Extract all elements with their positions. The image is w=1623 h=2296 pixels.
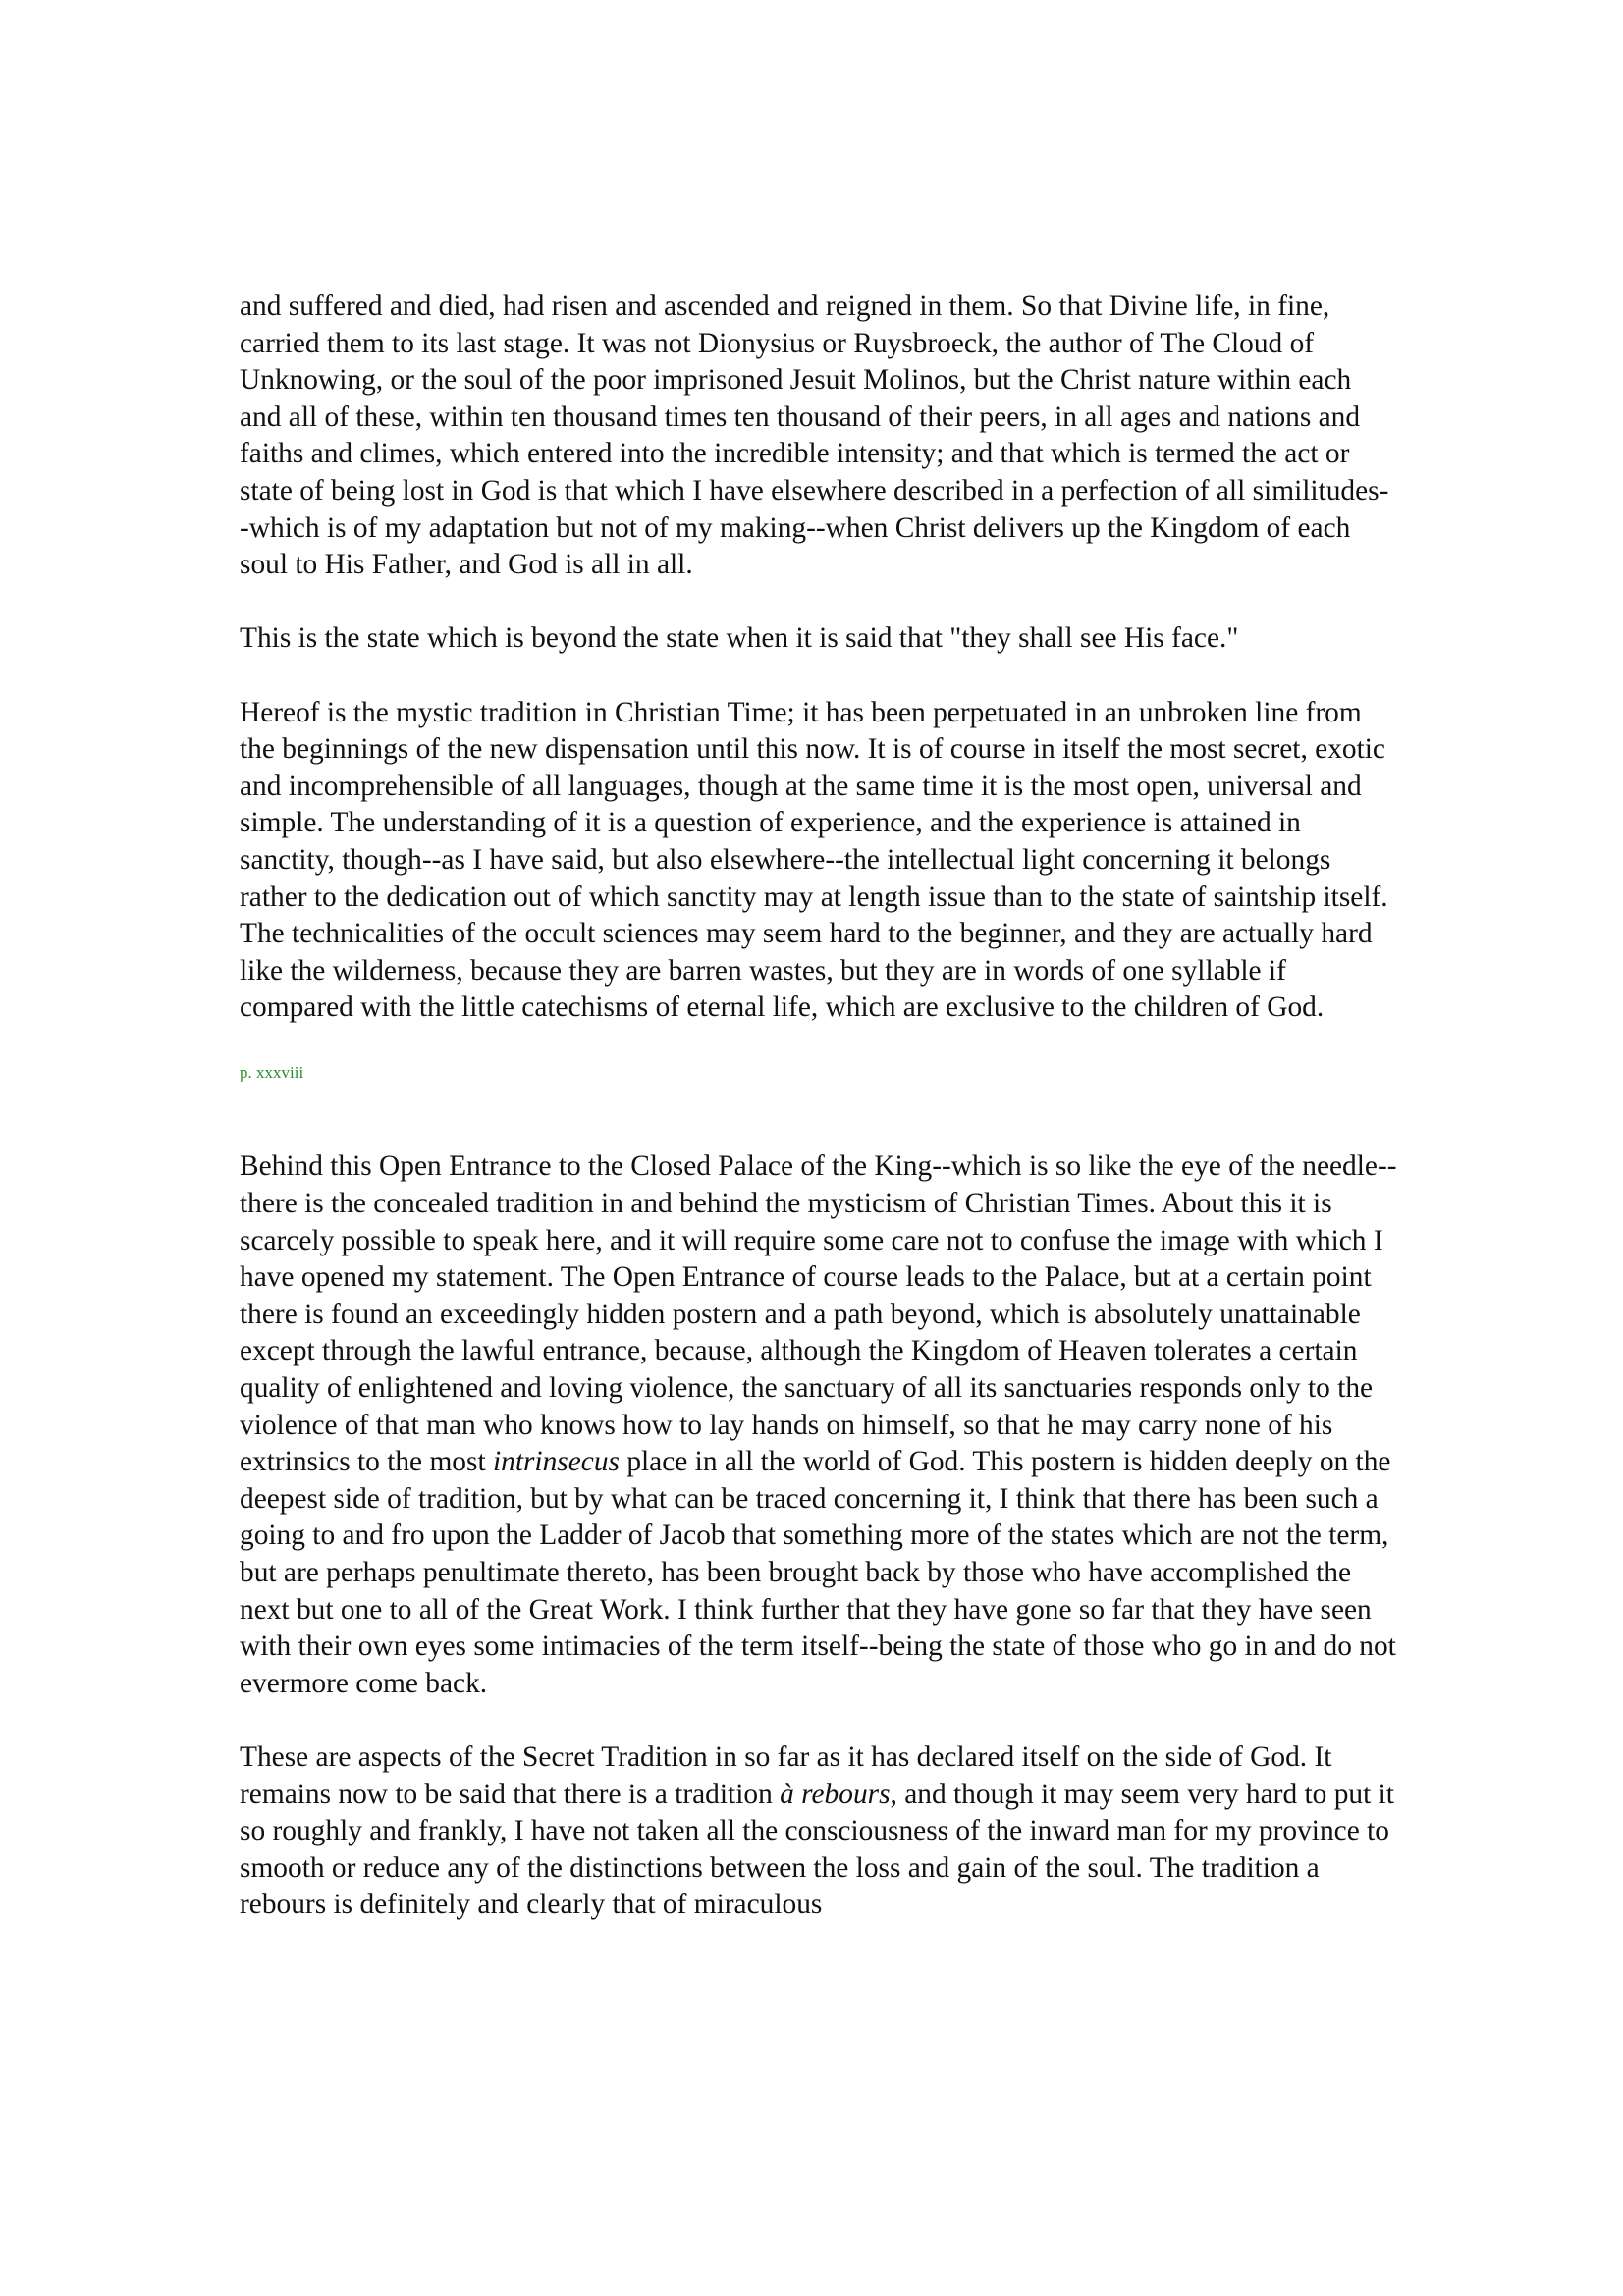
paragraph-4 xyxy=(240,1148,1398,1702)
paragraph-5-text-b: , and though it may seem very hard to put it so roughly and frankly, I have not taken all the consciousness of the inward man for my province to smooth or reduce any of the distinctions between the loss and gain of the soul. The tradition a rebours is definitely and clearly that of miraculous xyxy=(240,1778,1394,1921)
paragraph-2: This is the state which is beyond the state when it is said that "they shall see His face." xyxy=(240,622,1239,655)
paragraph-1: and suffered and died, had risen and ascended and reigned in them. So that Divine life, in fine, carried them to its last stage. It was not Dionysius or Ruysbroeck, the author of The Cloud of Unknowing, or the soul of the poor imprisoned Jesuit Molinos, but the Christ nature within each and all of these, within ten thousand times ten thousand of their peers, in all ages and nations and faiths and climes, which entered into the incredible intensity; and that which is termed the act or state of being lost in God is that which I have elsewhere described in a perfection of all similitudes--which is of my adaptation but not of my making--when Christ delivers up the Kingdom of each soul to His Father, and God is all in all. xyxy=(240,291,1389,581)
paragraph-4-text-b: place in all the world of God. This postern is hidden deeply on the deepest side of tradition, but by what can be traced concerning it, I think that there has been such a going to and fro upon the Ladder of Jacob that something more of the states which are not the term, but are perhaps penultimate thereto, has been brought back by those who have accomplished the next but one to all of the Great Work. I think further that they have gone so far that they have seen with their own eyes some intimacies of the term itself--being the state of those who go in and do not evermore come back. xyxy=(240,1446,1396,1699)
paragraph-5 xyxy=(240,1739,1398,1924)
page-number-marker: p. xxxviii xyxy=(240,1063,304,1083)
paragraph-5-text-a: These are aspects of the Secret Tradition in so far as it has declared itself on the side of God. It remains now to be said that there is a tradition xyxy=(240,1740,1332,1810)
paragraph-3: Hereof is the mystic tradition in Christian Time; it has been perpetuated in an unbroken line from the beginnings of the new dispensation until this now. It is of course in itself the most secret, exotic and incomprehensible of all languages, though at the same time it is the most open, universal and simple. The understanding of it is a question of experience, and the experience is attained in sanctity, though--as I have said, but also elsewhere--the intellectual light concerning it belongs rather to the dedication out of which sanctity may at length issue than to the state of saintship itself. The technicalities of the occult sciences may seem hard to the beginner, and they are actually hard like the wilderness, because they are barren wastes, but they are in words of one syllable if compared with the little catechisms of eternal life, which are exclusive to the children of God. xyxy=(240,696,1388,1024)
page-body xyxy=(240,289,1398,1961)
paragraph-4-text-a: Behind this Open Entrance to the Closed Palace of the King--which is so like the eye of the needle--there is the concealed tradition in and behind the mysticism of Christian Times. About this it is scarcely possible to speak here, and it will require some care not to confuse the image with which I have opened my statement. The Open Entrance of course leads to the Palace, but at a certain point there is found an exceedingly hidden postern and a path beyond, which is absolutely unattainable except through the lawful entrance, because, although the Kingdom of Heaven tolerates a certain quality of enlightened and loving violence, the sanctuary of all its sanctuaries responds only to the violence of that man who knows how to lay hands on himself, so that he may carry none of his extrinsics to the most xyxy=(240,1150,1397,1478)
paragraph-5-italic: à rebours xyxy=(780,1778,891,1810)
paragraph-4-italic: intrinsecus xyxy=(492,1446,620,1478)
